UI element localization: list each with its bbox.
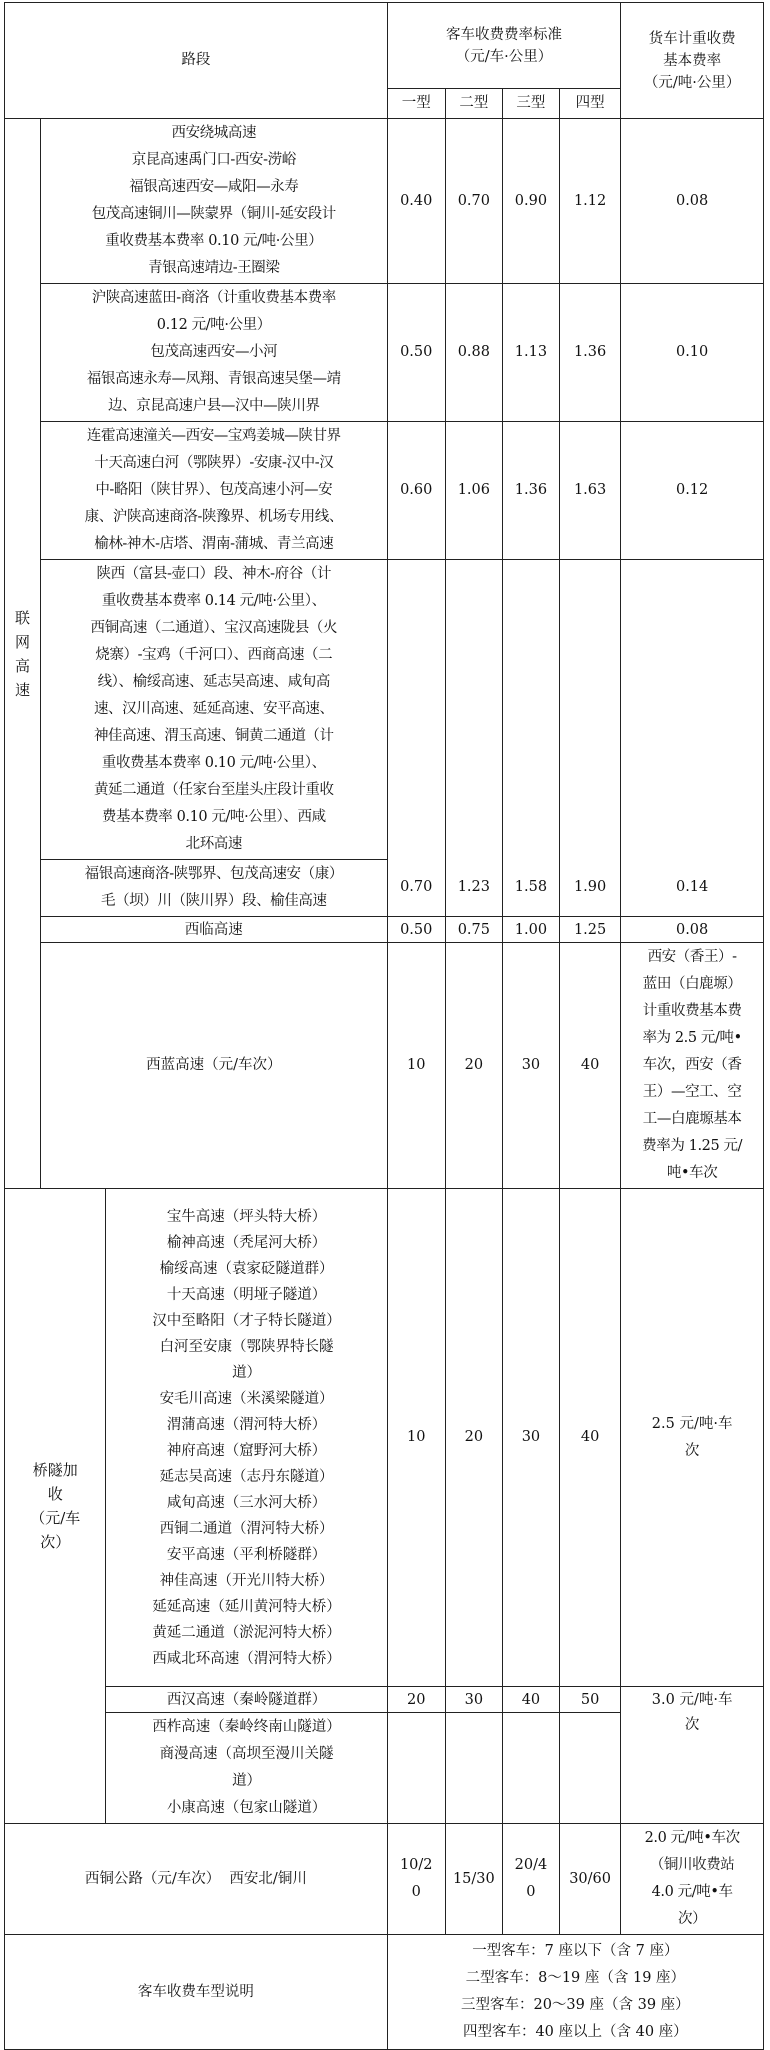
- truck-rate: 0.10: [621, 284, 764, 422]
- rate-type-1-empty: [387, 1713, 445, 1824]
- table-row: [5, 917, 764, 943]
- table-row: [5, 1189, 764, 1687]
- rate-type-2: 20: [445, 943, 502, 1189]
- rate-type-2: 1.23: [445, 860, 502, 917]
- table-row: [5, 1687, 764, 1713]
- rate-type-3: 1.13: [502, 284, 559, 422]
- rate-type-1: 10: [387, 1189, 445, 1687]
- rate-type-4-empty: [559, 560, 620, 860]
- vehicle-model-item: 三型客车：20～39 座（含 39 座）: [460, 1997, 690, 2013]
- rate-type-3-empty: [502, 1713, 559, 1824]
- table-row: [5, 1824, 764, 1935]
- truck-rate-empty: [621, 560, 764, 860]
- table-row: [5, 119, 764, 284]
- route-cell: 西蓝高速（元/车次）: [40, 943, 387, 1189]
- table-row: [5, 284, 764, 422]
- table-row: [5, 1713, 764, 1824]
- rate-type-2: 0.88: [445, 284, 502, 422]
- rate-type-2: 1.06: [445, 422, 502, 560]
- header-type-2: 二型: [445, 89, 502, 119]
- vehicle-model-list: [387, 1935, 763, 2050]
- rate-type-3: 20/4 0: [502, 1824, 559, 1935]
- section-network-expressway: 联 网 高 速: [5, 119, 41, 1189]
- rate-type-4: 40: [559, 1189, 620, 1687]
- rate-type-2: 20: [445, 1189, 502, 1687]
- rate-type-3: 40: [502, 1687, 559, 1713]
- rate-type-1: 0.70: [387, 860, 445, 917]
- table-row: [5, 560, 764, 860]
- rate-type-1: 10/2 0: [387, 1824, 445, 1935]
- rate-type-3: 1.58: [502, 860, 559, 917]
- rate-type-4: 50: [559, 1687, 620, 1713]
- toll-rate-table: [4, 2, 764, 2050]
- rate-type-4-empty: [559, 1713, 620, 1824]
- header-type-3: 三型: [502, 89, 559, 119]
- truck-rate: 0.08: [621, 917, 764, 943]
- rate-type-4: 1.12: [559, 119, 620, 284]
- rate-type-1: 10: [387, 943, 445, 1189]
- truck-rate-note: 西安（香王）- 蓝田（白鹿塬） 计重收费基本费 率为 2.5 元/吨• 车次，西安（香 王）—空工、空 工—白鹿塬基本 费率为 1.25 元/ 吨•车次: [621, 943, 764, 1189]
- rate-type-3-empty: [502, 560, 559, 860]
- route-cell: 福银高速商洛-陕鄂界、包茂高速安（康） 毛（坝）川（陕川界）段、榆佳高速: [40, 860, 387, 917]
- table-row: [5, 422, 764, 560]
- rate-type-2-empty: [445, 1713, 502, 1824]
- rate-type-4: 1.90: [559, 860, 620, 917]
- rate-type-4: 1.36: [559, 284, 620, 422]
- truck-rate-note: 2.0 元/吨•车次 （铜川收费站 4.0 元/吨•车 次）: [621, 1824, 764, 1935]
- route-cell: 西铜公路（元/车次） 西安北/铜川: [5, 1824, 388, 1935]
- route-cell: 西安绕城高速 京昆高速禹门口-西安-涝峪 福银高速西安—咸阳—永寿 包茂高速铜川—陕蒙界（铜川-延安段计 重收费基本费率 0.10 元/吨·公里） 青银高速靖边-王圈梁: [40, 119, 387, 284]
- rate-type-2: 0.70: [445, 119, 502, 284]
- rate-type-2: 15/30: [445, 1824, 502, 1935]
- route-cell: 西临高速: [40, 917, 387, 943]
- rate-type-2-empty: [445, 560, 502, 860]
- route-cell: 沪陕高速蓝田-商洛（计重收费基本费率 0.12 元/吨·公里） 包茂高速西安—小河 福银高速永寿—凤翔、青银高速吴堡—靖 边、京昆高速户县—汉中—陕川界: [40, 284, 387, 422]
- header-truck-standard: 货车计重收费 基本费率 （元/吨·公里）: [621, 3, 764, 119]
- rate-type-3: 0.90: [502, 119, 559, 284]
- rate-type-1: 0.50: [387, 917, 445, 943]
- vehicle-model-label: 客车收费车型说明: [5, 1935, 388, 2050]
- truck-rate-note: 3.0 元/吨·车: [621, 1687, 764, 1713]
- table-row: [5, 943, 764, 1189]
- rate-type-4: 1.63: [559, 422, 620, 560]
- rate-type-3: 1.00: [502, 917, 559, 943]
- rate-type-3: 30: [502, 1189, 559, 1687]
- truck-rate-note: 2.5 元/吨·车 次: [621, 1189, 764, 1687]
- rate-type-3: 1.36: [502, 422, 559, 560]
- table-row: [5, 860, 764, 917]
- rate-type-4: 30/60: [559, 1824, 620, 1935]
- header-type-4: 四型: [559, 89, 620, 119]
- rate-type-2: 0.75: [445, 917, 502, 943]
- truck-rate: 0.08: [621, 119, 764, 284]
- route-cell: 西汉高速（秦岭隧道群）: [106, 1687, 387, 1713]
- route-cell: 连霍高速潼关—西安—宝鸡姜城—陕甘界 十天高速白河（鄂陕界）-安康-汉中-汉 中-略阳（陕甘界）、包茂高速小河—安 康、沪陕高速商洛-陕豫界、机场专用线、 榆林-神木-店塔、渭南-蒲城、青兰高速: [40, 422, 387, 560]
- vehicle-model-item: 四型客车：40 座以上（含 40 座）: [462, 2024, 688, 2040]
- rate-type-4: 1.25: [559, 917, 620, 943]
- header-passenger-standard: 客车收费费率标准 （元/车·公里）: [387, 3, 621, 89]
- route-cell: 宝牛高速（坪头特大桥） 榆神高速（秃尾河大桥） 榆绥高速（袁家砭隧道群） 十天高速（明垭子隧道） 汉中至略阳（才子特长隧道） 白河至安康（鄂陕界特长隧 道） 安毛川高速（米溪梁隧道） 渭蒲高速（渭河特大桥） 神府高速（窟野河大桥） 延志吴高速（志丹东隧道） 咸旬高速（三水河大桥） 西铜二通道（渭河特大桥） 安平高速（平利桥隧群） 神佳高速（开光川特大桥） 延延高速（延川黄河特大桥） 黄延二通道（淤泥河特大桥） 西咸北环高速（渭河特大桥）: [106, 1189, 387, 1687]
- rate-type-1: 0.40: [387, 119, 445, 284]
- vehicle-model-item: 二型客车：8～19 座（含 19 座）: [465, 1970, 686, 1986]
- header-type-1: 一型: [387, 89, 445, 119]
- table-row: [5, 1935, 764, 2050]
- header-route: 路段: [5, 3, 388, 119]
- truck-rate-note: 次: [621, 1713, 764, 1824]
- rate-type-1: 20: [387, 1687, 445, 1713]
- truck-rate: 0.14: [621, 860, 764, 917]
- section-bridge-tunnel-surcharge: 桥隧加 收 （元/车 次）: [5, 1189, 106, 1824]
- vehicle-model-item: 一型客车：7 座以下（含 7 座）: [472, 1943, 679, 1959]
- route-cell: 陕西（富县-壶口）段、神木-府谷（计 重收费基本费率 0.14 元/吨·公里）、 西铜高速（二通道）、宝汉高速陇县（火 烧寨）-宝鸡（千河口）、西商高速（二 线）、榆绥高速、延志吴高速、咸旬高 速、汉川高速、延延高速、安平高速、 神佳高速、渭玉高速、铜黄二通道（计 重收费基本费率 0.10 元/吨·公里）、 黄延二通道（任家台至崖头庄段计重收 费基本费率 0.10 元/吨·公里）、西咸 北环高速: [40, 560, 387, 860]
- rate-type-2: 30: [445, 1687, 502, 1713]
- rate-type-1-empty: [387, 560, 445, 860]
- rate-type-3: 30: [502, 943, 559, 1189]
- rate-type-1: 0.60: [387, 422, 445, 560]
- rate-type-1: 0.50: [387, 284, 445, 422]
- rate-type-4: 40: [559, 943, 620, 1189]
- route-cell: 西柞高速（秦岭终南山隧道） 商漫高速（高坝至漫川关隧 道） 小康高速（包家山隧道）: [106, 1713, 387, 1824]
- truck-rate: 0.12: [621, 422, 764, 560]
